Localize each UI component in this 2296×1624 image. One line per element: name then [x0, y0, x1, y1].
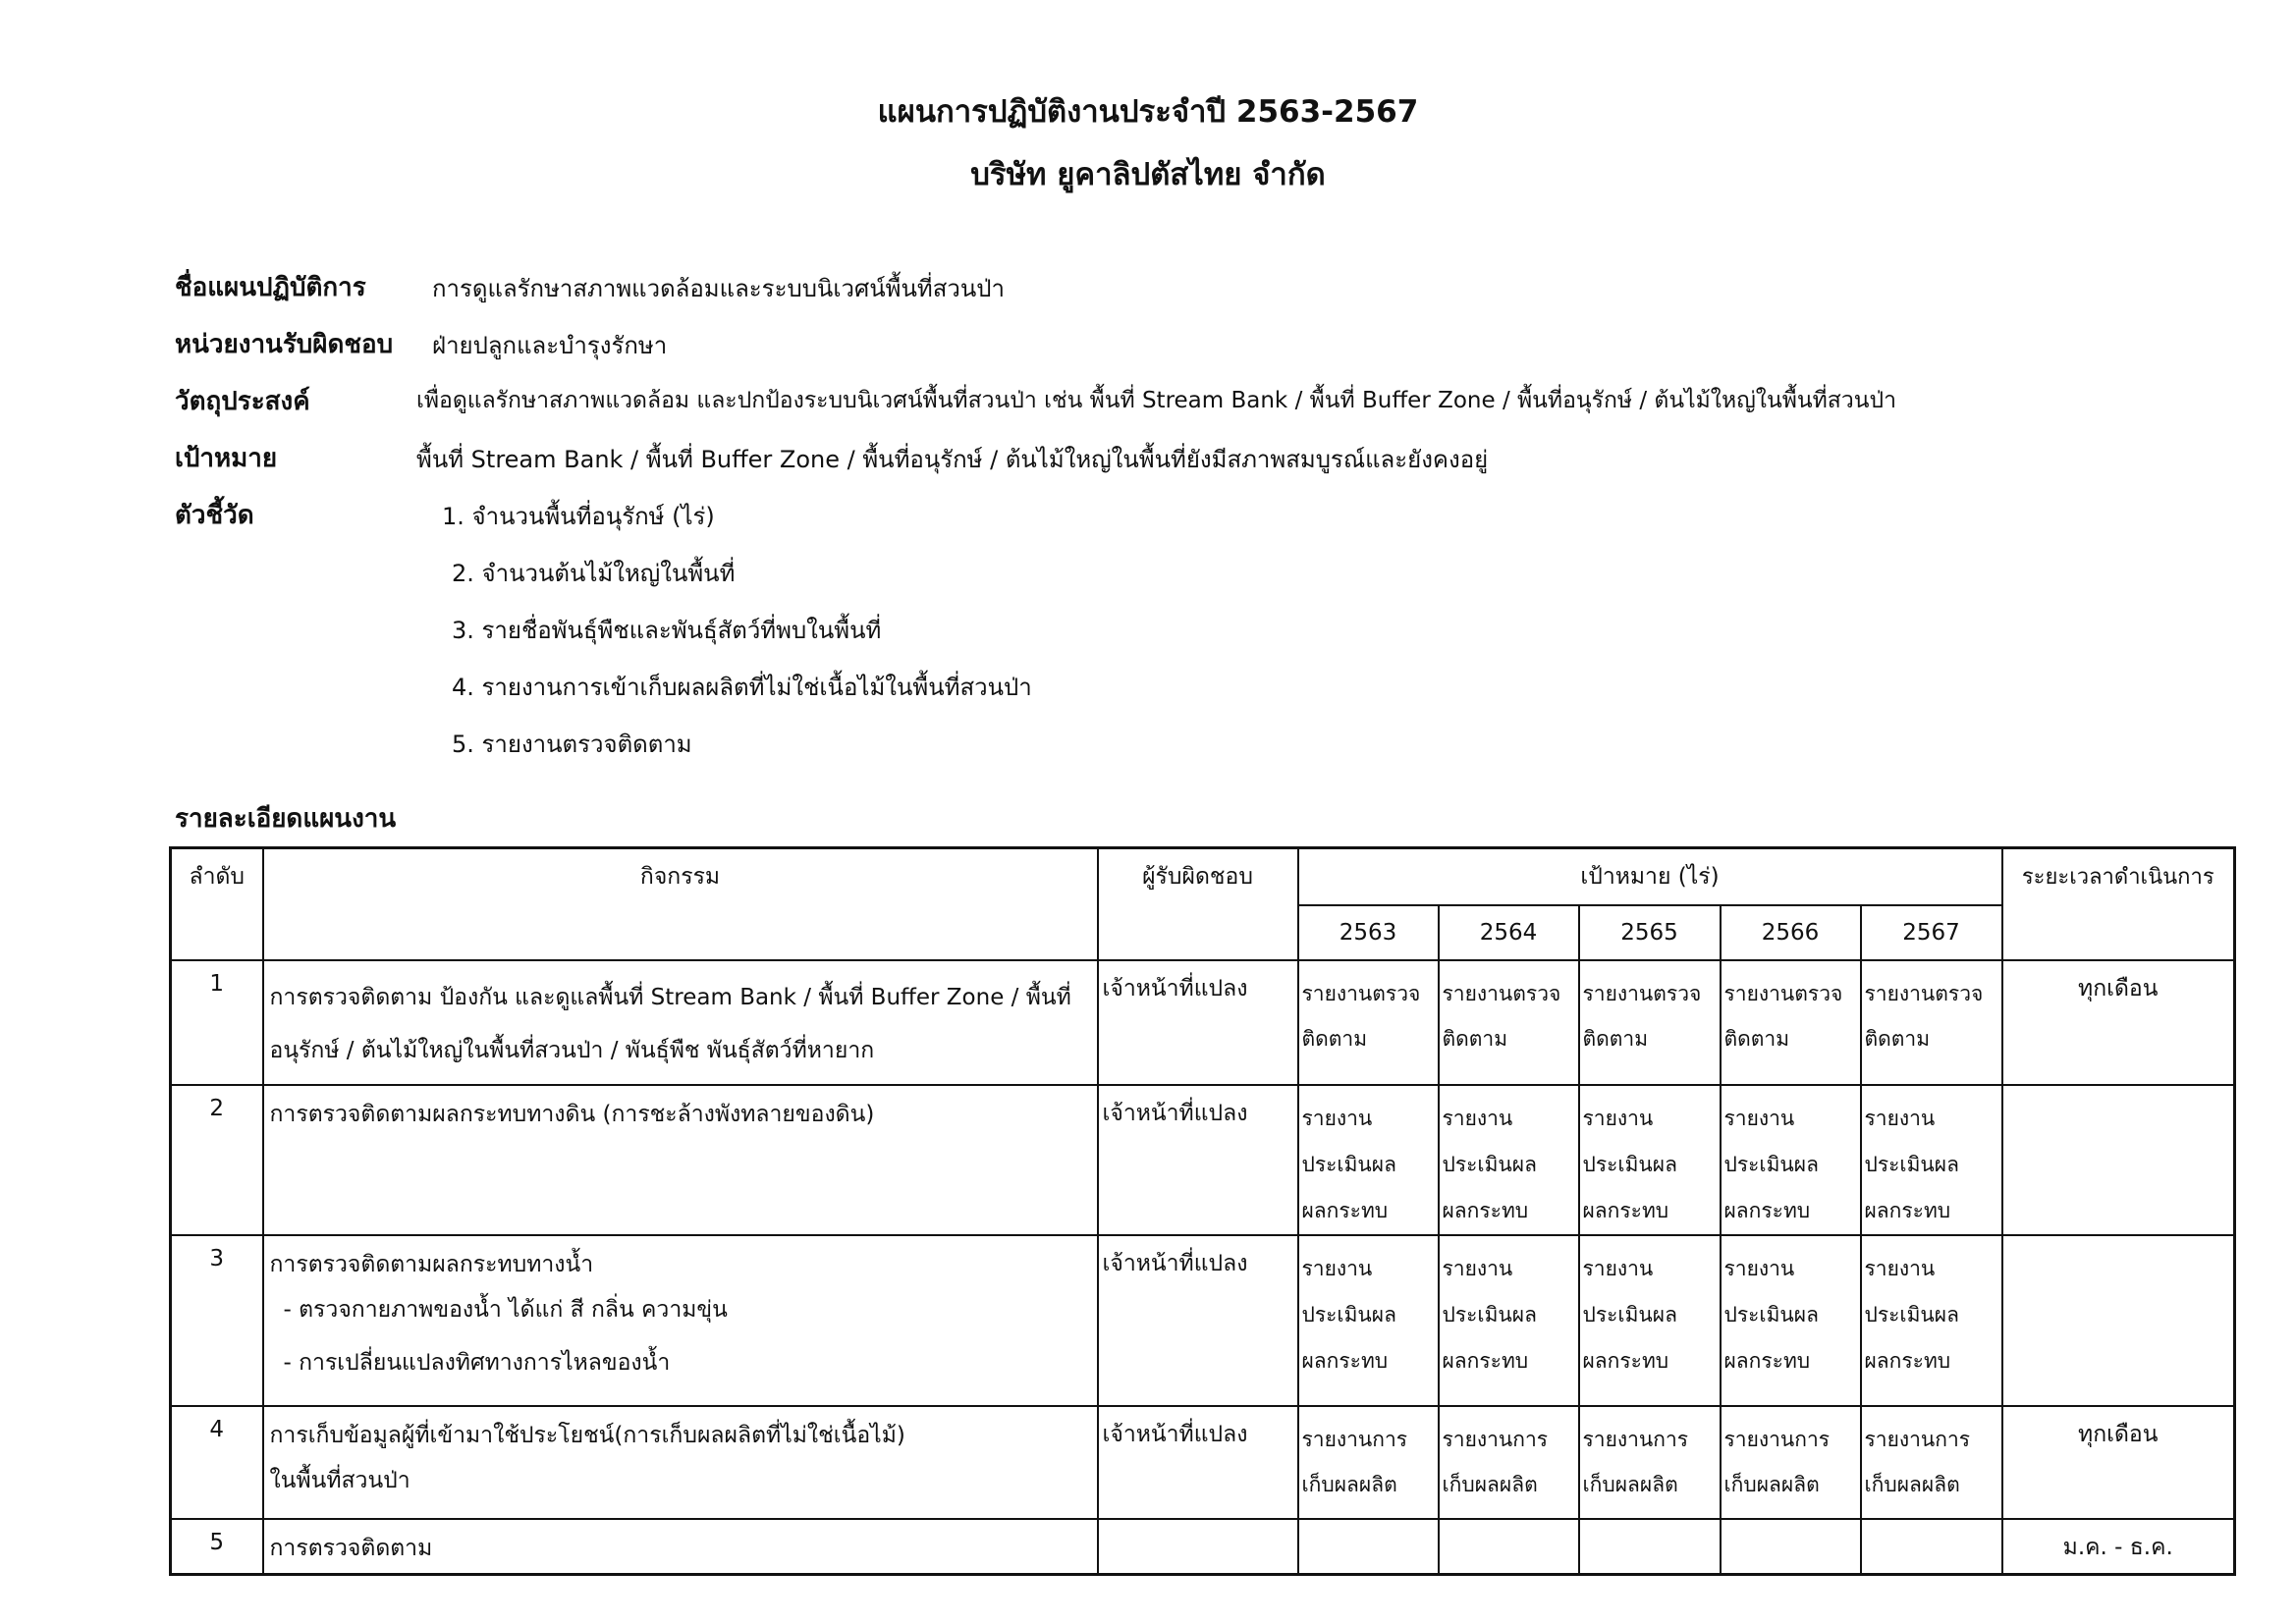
row-target: [1721, 1085, 1861, 1235]
row-period: ทุกเดือน: [2002, 960, 2235, 1085]
row-target: [1721, 1519, 1861, 1575]
header-no: ลำดับ: [171, 848, 263, 960]
target-line: ประเมินผล: [1723, 1152, 1819, 1176]
target-line: ประเมินผล: [1864, 1302, 1959, 1326]
header-year: 2566: [1721, 905, 1861, 960]
row-target: [1298, 1406, 1439, 1519]
row-responsible: เจ้าหน้าที่แปลง: [1098, 1406, 1298, 1519]
target-line: รายงาน: [1864, 1106, 1936, 1130]
target-line: เก็บผลผลิต: [1723, 1472, 1820, 1496]
target-line: ประเมินผล: [1301, 1152, 1396, 1176]
target-line: ประเมินผล: [1582, 1302, 1677, 1326]
row-target: [1439, 1519, 1579, 1575]
row-target: [1298, 1519, 1439, 1575]
target-line: ผลกระทบ: [1723, 1348, 1811, 1373]
row-responsible: เจ้าหน้าที่แปลง: [1098, 1235, 1298, 1406]
activity-line: การตรวจติดตามผลกระทบทางน้ำ: [269, 1251, 594, 1277]
row-no: 4: [171, 1406, 263, 1519]
target-line: รายงานการ: [1723, 1427, 1831, 1451]
row-target: [1439, 1085, 1579, 1235]
row-responsible: เจ้าหน้าที่แปลง: [1098, 1085, 1298, 1235]
row-responsible: [1098, 1519, 1298, 1575]
row-target: [1579, 960, 1721, 1085]
target-line: รายงาน: [1442, 1106, 1513, 1130]
indicators-label: ตัวชี้วัด: [175, 501, 254, 530]
objective-value: เพื่อดูแลรักษาสภาพแวดล้อม และปกป้องระบบนิเวศน์พื้นที่สวนป่า เช่น พื้นที่ Stream Bank / พื้นที่ Buffer Zone / พื้นที่อนุรักษ์ / ต้นไม้ใหญ่ในพื้นที่สวนป่า: [416, 388, 1896, 413]
activity-line: อนุรักษ์ / ต้นไม้ใหญ่ในพื้นที่สวนป่า / พันธุ์พืช พันธุ์สัตว์ที่หายาก: [269, 1037, 875, 1063]
target-line: รายงาน: [1582, 1106, 1654, 1130]
target-line: รายงานการ: [1582, 1427, 1689, 1451]
plan-name-value: การดูแลรักษาสภาพแวดล้อมและระบบนิเวศน์พื้นที่สวนป่า: [432, 275, 1005, 302]
plan-name-label: ชื่อแผนปฏิบัติการ: [175, 273, 366, 302]
activity-line: การตรวจติดตาม ป้องกัน และดูแลพื้นที่ Stream Bank / พื้นที่ Buffer Zone / พื้นที่: [269, 984, 1071, 1010]
row-no: 3: [171, 1235, 263, 1406]
target-line: ผลกระทบ: [1582, 1198, 1669, 1222]
row-activity: [263, 1235, 1098, 1406]
target-line: รายงานตรวจ: [1723, 981, 1843, 1005]
row-target: [1721, 960, 1861, 1085]
activity-subline: - ตรวจกายภาพของน้ำ ได้แก่ สี กลิ่น ความขุ่น: [283, 1296, 728, 1323]
table-row: [171, 1406, 2235, 1519]
row-target: [1439, 1406, 1579, 1519]
activity-line: การเก็บข้อมูลผู้ที่เข้ามาใช้ประโยชน์(การเก็บผลผลิตที่ไม่ใช่เนื้อไม้): [269, 1422, 905, 1448]
goal-value: พื้นที่ Stream Bank / พื้นที่ Buffer Zone / พื้นที่อนุรักษ์ / ต้นไม้ใหญ่ในพื้นที่ยังมีสภาพสมบูรณ์และยังคงอยู่: [416, 446, 1489, 473]
row-target: [1298, 1235, 1439, 1406]
target-line: รายงานการ: [1442, 1427, 1549, 1451]
target-line: ผลกระทบ: [1301, 1348, 1389, 1373]
header-target: เป้าหมาย (ไร่): [1298, 848, 2002, 905]
row-responsible: เจ้าหน้าที่แปลง: [1098, 960, 1298, 1085]
indicator-item: 2. จำนวนต้นไม้ใหญ่ในพื้นที่: [452, 560, 736, 587]
row-activity: [263, 1519, 1098, 1575]
target-line: รายงาน: [1723, 1256, 1795, 1280]
target-line: เก็บผลผลิต: [1864, 1472, 1960, 1496]
target-line: รายงาน: [1301, 1256, 1373, 1280]
row-target: [1439, 1235, 1579, 1406]
document-title: แผนการปฏิบัติงานประจำปี 2563-2567: [877, 94, 1419, 130]
target-line: เก็บผลผลิต: [1301, 1472, 1397, 1496]
target-line: รายงานตรวจ: [1301, 981, 1421, 1005]
target-line: ประเมินผล: [1442, 1302, 1537, 1326]
indicator-item: 1. จำนวนพื้นที่อนุรักษ์ (ไร่): [442, 503, 715, 530]
target-line: ประเมินผล: [1582, 1152, 1677, 1176]
target-line: ประเมินผล: [1442, 1152, 1537, 1176]
target-line: ผลกระทบ: [1864, 1198, 1951, 1222]
objective-label: วัตถุประสงค์: [175, 387, 310, 416]
header-period: ระยะเวลาดำเนินการ: [2002, 848, 2235, 960]
row-no: 2: [171, 1085, 263, 1235]
target-line: ติดตาม: [1301, 1026, 1368, 1051]
row-target: [1439, 960, 1579, 1085]
target-line: รายงาน: [1442, 1256, 1513, 1280]
header-activity: กิจกรรม: [263, 848, 1098, 960]
row-target: [1861, 1085, 2002, 1235]
target-line: รายงาน: [1723, 1106, 1795, 1130]
header-year: 2567: [1861, 905, 2002, 960]
activity-line: ในพื้นที่สวนป่า: [269, 1467, 410, 1493]
row-target: [1298, 1085, 1439, 1235]
table-row: [171, 1519, 2235, 1575]
row-period: ม.ค. - ธ.ค.: [2002, 1519, 2235, 1575]
header-year: 2564: [1439, 905, 1579, 960]
row-target: [1298, 960, 1439, 1085]
row-period: [2002, 1235, 2235, 1406]
row-no: 1: [171, 960, 263, 1085]
row-activity: [263, 1085, 1098, 1235]
row-target: [1579, 1406, 1721, 1519]
target-line: รายงานการ: [1301, 1427, 1408, 1451]
target-line: รายงานตรวจ: [1442, 981, 1561, 1005]
responsible-unit-value: ฝ่ายปลูกและบำรุงรักษา: [432, 332, 668, 359]
target-line: ประเมินผล: [1723, 1302, 1819, 1326]
target-line: ติดตาม: [1582, 1026, 1649, 1051]
row-target: [1861, 1235, 2002, 1406]
target-line: รายงานตรวจ: [1582, 981, 1702, 1005]
header-year: 2563: [1298, 905, 1439, 960]
row-target: [1579, 1235, 1721, 1406]
indicator-item: 5. รายงานตรวจติดตาม: [452, 731, 692, 758]
row-period: ทุกเดือน: [2002, 1406, 2235, 1519]
header-responsible: ผู้รับผิดชอบ: [1098, 848, 1298, 960]
target-line: ผลกระทบ: [1723, 1198, 1811, 1222]
target-line: รายงาน: [1864, 1256, 1936, 1280]
goal-label: เป้าหมาย: [175, 444, 278, 473]
table-row: [171, 1235, 2235, 1406]
row-activity: [263, 1406, 1098, 1519]
row-period: [2002, 1085, 2235, 1235]
target-line: ติดตาม: [1723, 1026, 1790, 1051]
row-target: [1721, 1235, 1861, 1406]
header-year: 2565: [1579, 905, 1721, 960]
target-line: ผลกระทบ: [1301, 1198, 1389, 1222]
company-name: บริษัท ยูคาลิปตัสไทย จำกัด: [970, 157, 1326, 192]
target-line: ผลกระทบ: [1442, 1348, 1529, 1373]
section-title: รายละเอียดแผนงาน: [175, 804, 397, 834]
target-line: เก็บผลผลิต: [1442, 1472, 1538, 1496]
activity-line: การตรวจติดตาม: [269, 1535, 433, 1561]
target-line: ผลกระทบ: [1582, 1348, 1669, 1373]
row-target: [1579, 1519, 1721, 1575]
target-line: รายงาน: [1582, 1256, 1654, 1280]
table-row: [171, 1085, 2235, 1235]
indicator-item: 4. รายงานการเข้าเก็บผลผลิตที่ไม่ใช่เนื้อไม้ในพื้นที่สวนป่า: [452, 674, 1032, 701]
table-header-row: [171, 848, 2235, 905]
table-row: [171, 960, 2235, 1085]
target-line: เก็บผลผลิต: [1582, 1472, 1678, 1496]
activity-subline: - การเปลี่ยนแปลงทิศทางการไหลของน้ำ: [283, 1349, 671, 1376]
indicator-item: 3. รายชื่อพันธุ์พืชและพันธุ์สัตว์ที่พบในพื้นที่: [452, 617, 882, 644]
row-target: [1861, 1519, 2002, 1575]
row-target: [1861, 960, 2002, 1085]
target-line: ประเมินผล: [1301, 1302, 1396, 1326]
target-line: ผลกระทบ: [1864, 1348, 1951, 1373]
target-line: ติดตาม: [1442, 1026, 1508, 1051]
target-line: รายงานการ: [1864, 1427, 1971, 1451]
plan-table: [169, 846, 2236, 1576]
target-line: ผลกระทบ: [1442, 1198, 1529, 1222]
row-no: 5: [171, 1519, 263, 1575]
row-target: [1579, 1085, 1721, 1235]
target-line: รายงาน: [1301, 1106, 1373, 1130]
row-target: [1721, 1406, 1861, 1519]
target-line: ประเมินผล: [1864, 1152, 1959, 1176]
row-target: [1861, 1406, 2002, 1519]
target-line: รายงานตรวจ: [1864, 981, 1984, 1005]
target-line: ติดตาม: [1864, 1026, 1931, 1051]
row-activity: [263, 960, 1098, 1085]
activity-line: การตรวจติดตามผลกระทบทางดิน (การชะล้างพังทลายของดิน): [269, 1101, 875, 1127]
responsible-unit-label: หน่วยงานรับผิดชอบ: [175, 330, 394, 359]
